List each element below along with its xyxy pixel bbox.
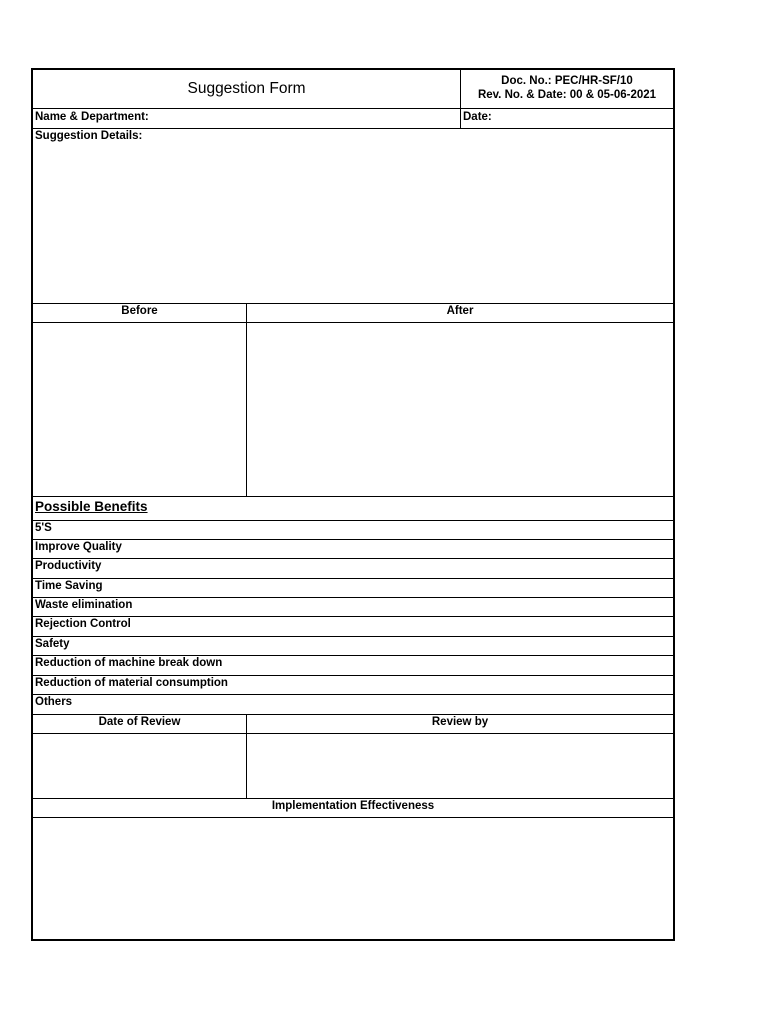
benefit-item: Reduction of machine break down — [35, 657, 223, 669]
form-title: Suggestion Form — [187, 80, 306, 97]
implementation-effectiveness-label: Implementation Effectiveness — [271, 800, 435, 812]
benefit-item: Reduction of material consumption — [35, 677, 228, 689]
benefit-item: 5'S — [35, 522, 52, 534]
date-label: Date: — [463, 111, 492, 123]
benefit-item: Waste elimination — [35, 599, 133, 611]
revision-number-date: Rev. No. & Date: 00 & 05-06-2021 — [477, 89, 657, 101]
row-divider — [33, 322, 673, 323]
doc-number: Doc. No.: PEC/HR-SF/10 — [501, 75, 633, 87]
row-divider — [33, 733, 673, 734]
name-department-label: Name & Department: — [35, 111, 149, 123]
before-label: Before — [121, 305, 158, 317]
doc-info — [461, 74, 673, 102]
benefit-item: Rejection Control — [35, 618, 131, 630]
after-label: After — [446, 305, 474, 317]
review-by-label: Review by — [431, 716, 489, 728]
row-divider — [33, 636, 673, 637]
before-after-divider — [246, 303, 247, 496]
row-divider — [33, 817, 673, 818]
row-divider — [33, 520, 673, 521]
date-of-review-label: Date of Review — [98, 716, 181, 728]
row-divider — [33, 539, 673, 540]
row-divider — [33, 558, 673, 559]
possible-benefits-heading: Possible Benefits — [35, 499, 148, 514]
row-divider — [33, 578, 673, 579]
suggestion-details-label: Suggestion Details: — [35, 130, 143, 142]
benefit-item: Others — [35, 696, 73, 708]
row-divider — [33, 694, 673, 695]
benefit-item: Time Saving — [35, 580, 103, 592]
suggestion-form — [31, 68, 675, 941]
benefit-item: Improve Quality — [35, 541, 122, 553]
benefit-item: Productivity — [35, 560, 102, 572]
benefit-item: Safety — [35, 638, 70, 650]
